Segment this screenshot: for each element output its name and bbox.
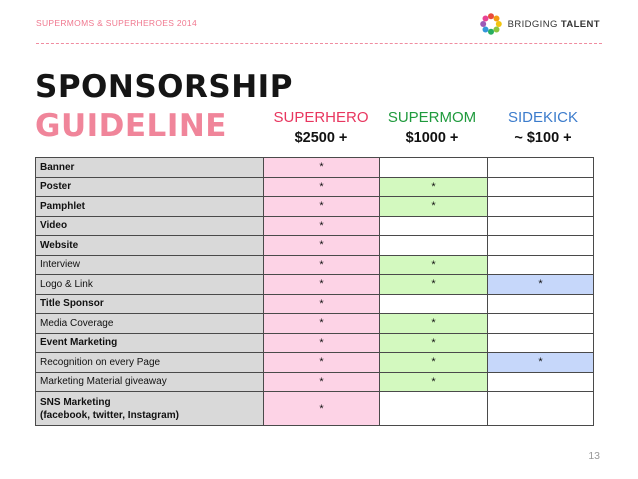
cell-sidekick	[488, 236, 594, 256]
table-row	[36, 216, 594, 236]
cell-superhero	[264, 255, 380, 275]
included-mark: *	[431, 336, 436, 349]
brand-name-bold: TALENT	[560, 18, 600, 30]
row-label: Marketing Material giveaway	[36, 372, 264, 392]
cell-superhero	[264, 177, 380, 197]
included-mark: *	[431, 200, 436, 213]
table-row	[36, 158, 594, 178]
row-label: Media Coverage	[36, 314, 264, 334]
cell-supermom	[380, 158, 488, 178]
sponsorship-table	[35, 157, 594, 426]
cell-sidekick	[488, 197, 594, 217]
table-row	[36, 372, 594, 392]
table-row	[36, 353, 594, 373]
cell-superhero	[264, 392, 380, 426]
event-title: SUPERMOMS & SUPERHEROES 2014	[36, 18, 197, 28]
included-mark: *	[431, 375, 436, 388]
cell-sidekick	[488, 255, 594, 275]
cell-superhero	[264, 314, 380, 334]
cell-sidekick	[488, 275, 594, 295]
cell-superhero	[264, 275, 380, 295]
cell-supermom	[380, 333, 488, 353]
included-mark: *	[319, 356, 324, 369]
included-mark: *	[319, 258, 324, 271]
cell-sidekick	[488, 314, 594, 334]
row-label	[36, 392, 264, 426]
cell-supermom	[380, 216, 488, 236]
row-label: Logo & Link	[36, 275, 264, 295]
tier-sidekick-header	[488, 109, 598, 147]
row-label: Title Sponsor	[36, 294, 264, 314]
included-mark: *	[431, 180, 436, 193]
included-mark: *	[319, 180, 324, 193]
cell-sidekick	[488, 353, 594, 373]
cell-superhero	[264, 353, 380, 373]
row-label-line2: (facebook, twitter, Instagram)	[40, 409, 179, 421]
row-label: Video	[36, 216, 264, 236]
cell-sidekick	[488, 158, 594, 178]
cell-sidekick	[488, 177, 594, 197]
page-title-line2: GUIDELINE	[35, 108, 227, 144]
cell-supermom	[380, 314, 488, 334]
tier-price: $1000 +	[405, 130, 459, 146]
cell-sidekick	[488, 294, 594, 314]
table-row	[36, 392, 594, 426]
cell-supermom	[380, 177, 488, 197]
cell-superhero	[264, 216, 380, 236]
cell-superhero	[264, 372, 380, 392]
cell-sidekick	[488, 392, 594, 426]
included-mark: *	[319, 375, 324, 388]
brand-name-light: BRIDGING	[507, 18, 558, 30]
included-mark: *	[431, 317, 436, 330]
cell-superhero	[264, 236, 380, 256]
tier-superhero-header	[266, 109, 376, 147]
included-mark: *	[319, 278, 324, 291]
tier-price: ~ $100 +	[514, 130, 572, 146]
bridging-talent-logo-icon	[480, 13, 502, 35]
cell-supermom	[380, 236, 488, 256]
row-label: Interview	[36, 255, 264, 275]
table-row	[36, 275, 594, 295]
page-number: 13	[588, 450, 600, 462]
table-row	[36, 314, 594, 334]
cell-superhero	[264, 333, 380, 353]
row-label: Banner	[36, 158, 264, 178]
included-mark: *	[319, 219, 324, 232]
row-label: Event Marketing	[36, 333, 264, 353]
row-label: Recognition on every Page	[36, 353, 264, 373]
table-row	[36, 236, 594, 256]
included-mark: *	[319, 336, 324, 349]
row-label: Website	[36, 236, 264, 256]
row-label: Poster	[36, 177, 264, 197]
included-mark: *	[431, 258, 436, 271]
row-label: Pamphlet	[36, 197, 264, 217]
header-divider	[36, 43, 602, 44]
included-mark: *	[319, 297, 324, 310]
cell-superhero	[264, 197, 380, 217]
included-mark: *	[431, 278, 436, 291]
cell-supermom	[380, 197, 488, 217]
tier-name: SUPERHERO	[273, 109, 369, 126]
sponsorship-table-body	[36, 158, 594, 426]
included-mark: *	[431, 356, 436, 369]
cell-supermom	[380, 392, 488, 426]
included-mark: *	[538, 278, 543, 291]
tier-name: SIDEKICK	[507, 109, 579, 126]
table-row	[36, 197, 594, 217]
cell-supermom	[380, 275, 488, 295]
included-mark: *	[319, 161, 324, 174]
cell-supermom	[380, 294, 488, 314]
included-mark: *	[319, 402, 324, 415]
brand-logo-group	[480, 12, 600, 36]
table-row	[36, 177, 594, 197]
table-row	[36, 294, 594, 314]
cell-supermom	[380, 353, 488, 373]
cell-sidekick	[488, 216, 594, 236]
table-row	[36, 255, 594, 275]
cell-superhero	[264, 294, 380, 314]
included-mark: *	[538, 356, 543, 369]
cell-supermom	[380, 255, 488, 275]
cell-superhero	[264, 158, 380, 178]
brand-name	[508, 19, 600, 30]
cell-supermom	[380, 372, 488, 392]
tier-name: SUPERMOM	[387, 109, 477, 126]
included-mark: *	[319, 200, 324, 213]
tier-price: $2500 +	[294, 130, 348, 146]
included-mark: *	[319, 317, 324, 330]
tier-supermom-header	[377, 109, 487, 147]
cell-sidekick	[488, 333, 594, 353]
page-title-line1: SPONSORSHIP	[35, 69, 293, 105]
cell-sidekick	[488, 372, 594, 392]
table-row	[36, 333, 594, 353]
included-mark: *	[319, 239, 324, 252]
row-label-line1: SNS Marketing	[40, 396, 111, 408]
